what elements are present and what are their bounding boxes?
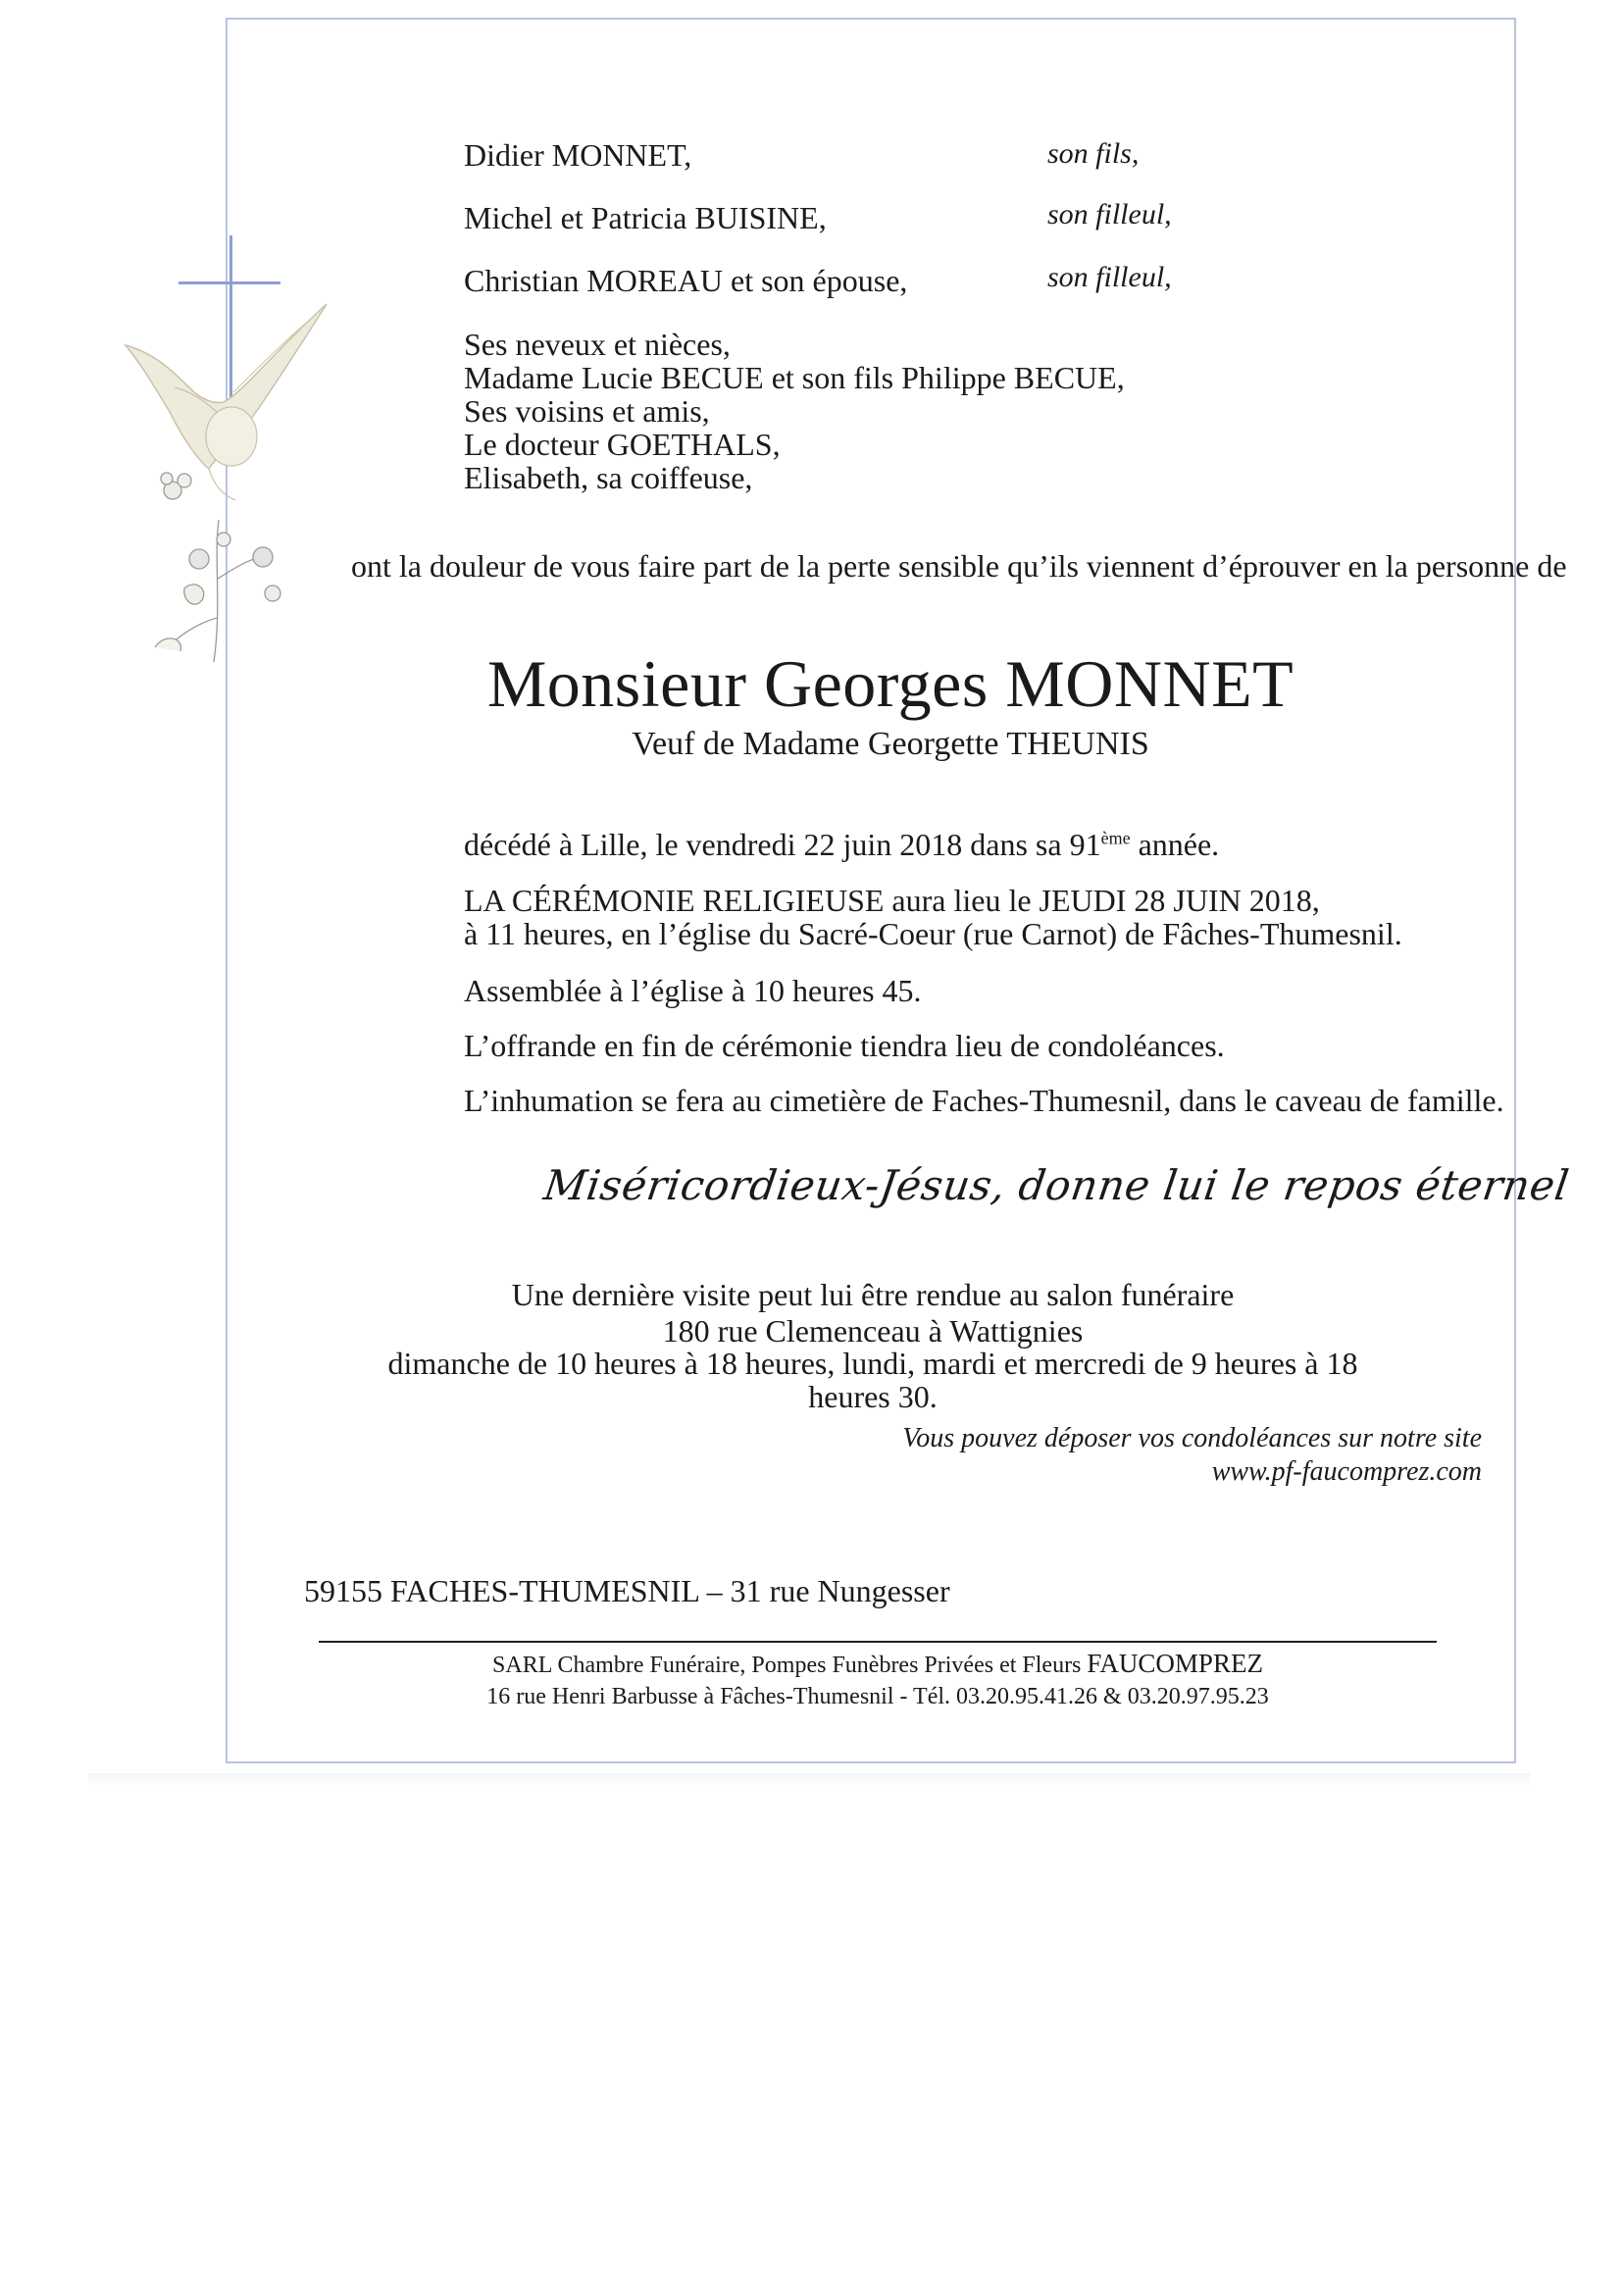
- family-name-2: Michel et Patricia BUISINE,: [464, 200, 827, 235]
- death-text: décédé à Lille, le vendredi 22 juin 2018 dans sa 91: [464, 827, 1101, 862]
- family-relation-2: son filleul,: [1047, 198, 1172, 230]
- footer-line-1-text: SARL Chambre Funéraire, Pompes Funèbres Privées et Fleurs: [492, 1653, 1088, 1678]
- family-name-1: Didier MONNET,: [464, 137, 692, 173]
- visit-line-1: Une dernière visite peut lui être rendue au salon funéraire: [511, 1277, 1235, 1312]
- footer-line-2: 16 rue Henri Barbusse à Fâches-Thumesnil - Tél. 03.20.95.41.26 & 03.20.97.95.23: [486, 1684, 1269, 1709]
- others-item: Madame Lucie BECUE et son fils Philippe BECUE,: [464, 360, 1125, 395]
- footer-brand: FAUCOMPREZ: [1087, 1649, 1263, 1678]
- offering-line: L’offrande en fin de cérémonie tiendra lieu de condoléances.: [464, 1028, 1225, 1063]
- footer-divider: [319, 1641, 1437, 1643]
- flower-icon: [155, 473, 280, 662]
- assembly-line: Assemblée à l’église à 10 heures 45.: [464, 973, 922, 1008]
- condolences-link[interactable]: www.pf-faucomprez.com: [1211, 1456, 1482, 1487]
- condolences-block: [902, 1422, 1482, 1489]
- scan-edge: [88, 1773, 1530, 1787]
- others-item: Elisabeth, sa coiffeuse,: [464, 460, 753, 495]
- visit-block: [353, 1275, 1393, 1413]
- death-ordinal: ème: [1100, 828, 1131, 848]
- deceased-subtitle: Veuf de Madame Georgette THEUNIS: [632, 726, 1149, 762]
- others-item: Le docteur GOETHALS,: [464, 427, 781, 462]
- deceased-name: Monsieur Georges MONNET: [486, 646, 1294, 721]
- burial-line: L’inhumation se fera au cimetière de Faches-Thumesnil, dans le caveau de famille.: [464, 1083, 1504, 1118]
- ceremony-line-1: LA CÉRÉMONIE RELIGIEUSE aura lieu le JEUDI 28 JUIN 2018,: [464, 883, 1320, 918]
- visit-line-3: dimanche de 10 heures à 18 heures, lundi, mardi et mercredi de 9 heures à 18 heures 30.: [387, 1346, 1358, 1414]
- family-relation-3: son filleul,: [1047, 261, 1172, 293]
- death-text-end: année.: [1130, 827, 1220, 862]
- footer-line-1: [353, 1648, 1402, 1681]
- death-line: [464, 827, 1219, 863]
- others-item: Ses neveux et nièces,: [464, 327, 731, 362]
- cross-icon-bar: [178, 281, 280, 284]
- family-name-3: Christian MOREAU et son épouse,: [464, 263, 908, 298]
- visit-line-2: 180 rue Clemenceau à Wattignies: [662, 1313, 1084, 1349]
- prayer-line: Miséricordieux-Jésus, donne lui le repos éternel: [540, 1161, 1573, 1209]
- family-relation-1: son fils,: [1047, 137, 1140, 170]
- condolences-line-1: Vous pouvez déposer vos condoléances sur notre site: [902, 1423, 1482, 1453]
- address-line: 59155 FACHES-THUMESNIL – 31 rue Nungesser: [304, 1573, 950, 1608]
- others-list: [464, 328, 1209, 494]
- ceremony-line-2: à 11 heures, en l’église du Sacré-Coeur (rue Carnot) de Fâches-Thumesnil.: [464, 916, 1402, 951]
- footer-company: [353, 1648, 1402, 1712]
- announcement: ont la douleur de vous faire part de la perte sensible qu’ils viennent d’éprouver en la personne de: [351, 548, 1567, 584]
- others-item: Ses voisins et amis,: [464, 393, 710, 429]
- dove-icon: [116, 294, 341, 667]
